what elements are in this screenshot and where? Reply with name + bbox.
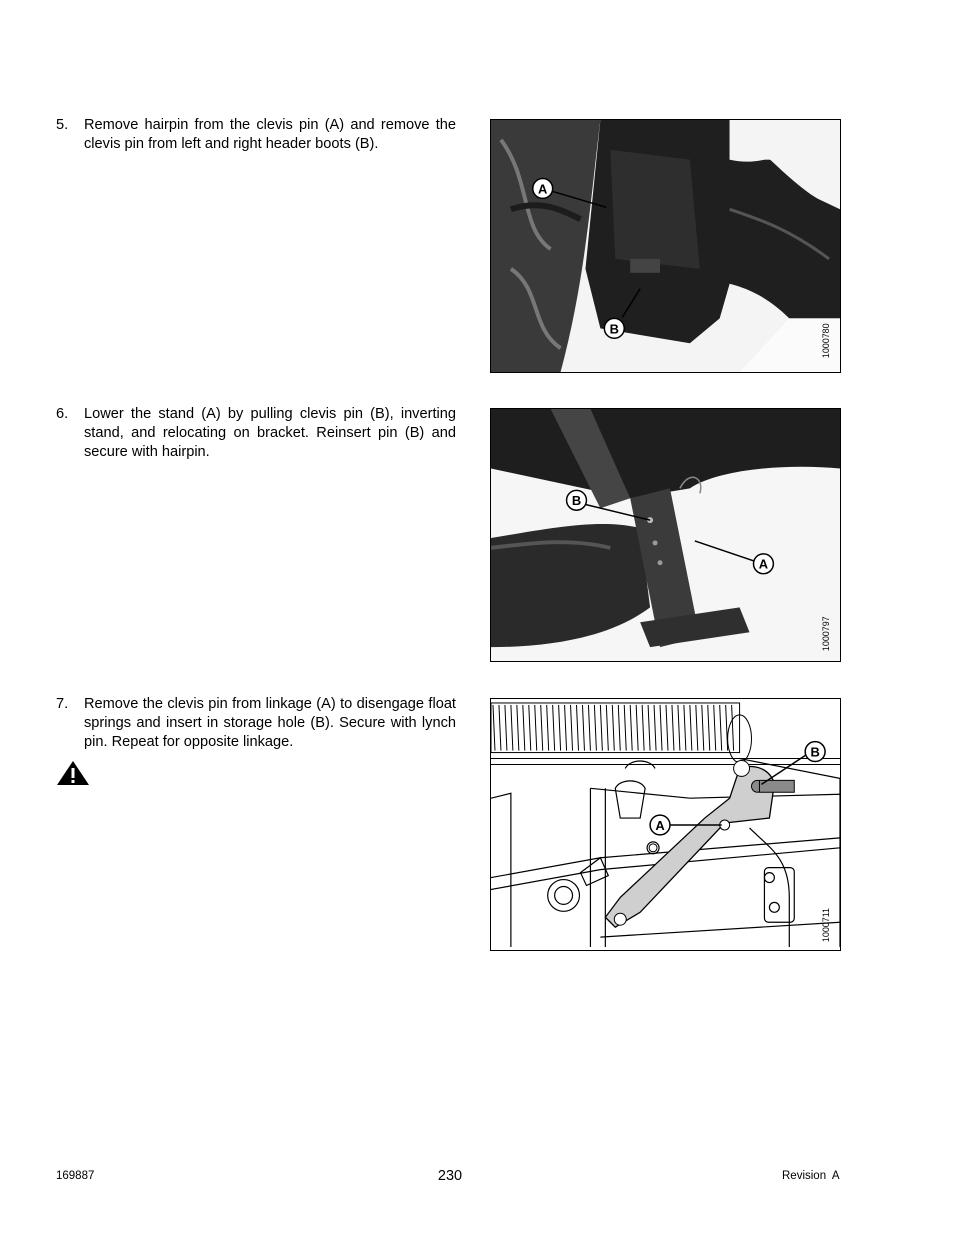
figure-header-boot-photo [490,119,841,373]
callout-b: B [810,744,820,760]
step-text: Remove hairpin from the clevis pin (A) and remove the clevis pin from left and right header boots (B). [84,117,456,153]
revision-label: Revision A [782,1170,840,1182]
step-5 [56,116,456,154]
page-number: 230 [437,1168,463,1184]
warning-triangle-icon [56,760,90,786]
callout-a: A [758,556,769,572]
callout-b: B [571,493,582,509]
callout-a: A [655,817,665,833]
figure-stand-photo [490,408,841,662]
figure-id: 1000780 [821,323,832,359]
step-number: 7. [56,696,69,712]
figure-linkage-drawing [490,698,841,951]
step-text: Remove the clevis pin from linkage (A) to disengage float springs and insert in storage hole (B). Secure with lynch pin. Repeat for opposite linkage. [84,696,456,751]
step-number: 6. [56,406,69,422]
figure-id: 1000711 [821,908,832,943]
step-6 [56,405,456,463]
step-text: Lower the stand (A) by pulling clevis pin (B), inverting stand, and relocating on bracket. Reinsert pin (B) and secure with hairpin. [84,406,456,461]
callout-b: B [609,321,619,337]
figure-id: 1000797 [821,616,832,652]
callout-a: A [538,181,548,197]
step-number: 5. [56,117,69,133]
step-7 [56,695,456,753]
document-number: 169887 [56,1170,95,1182]
